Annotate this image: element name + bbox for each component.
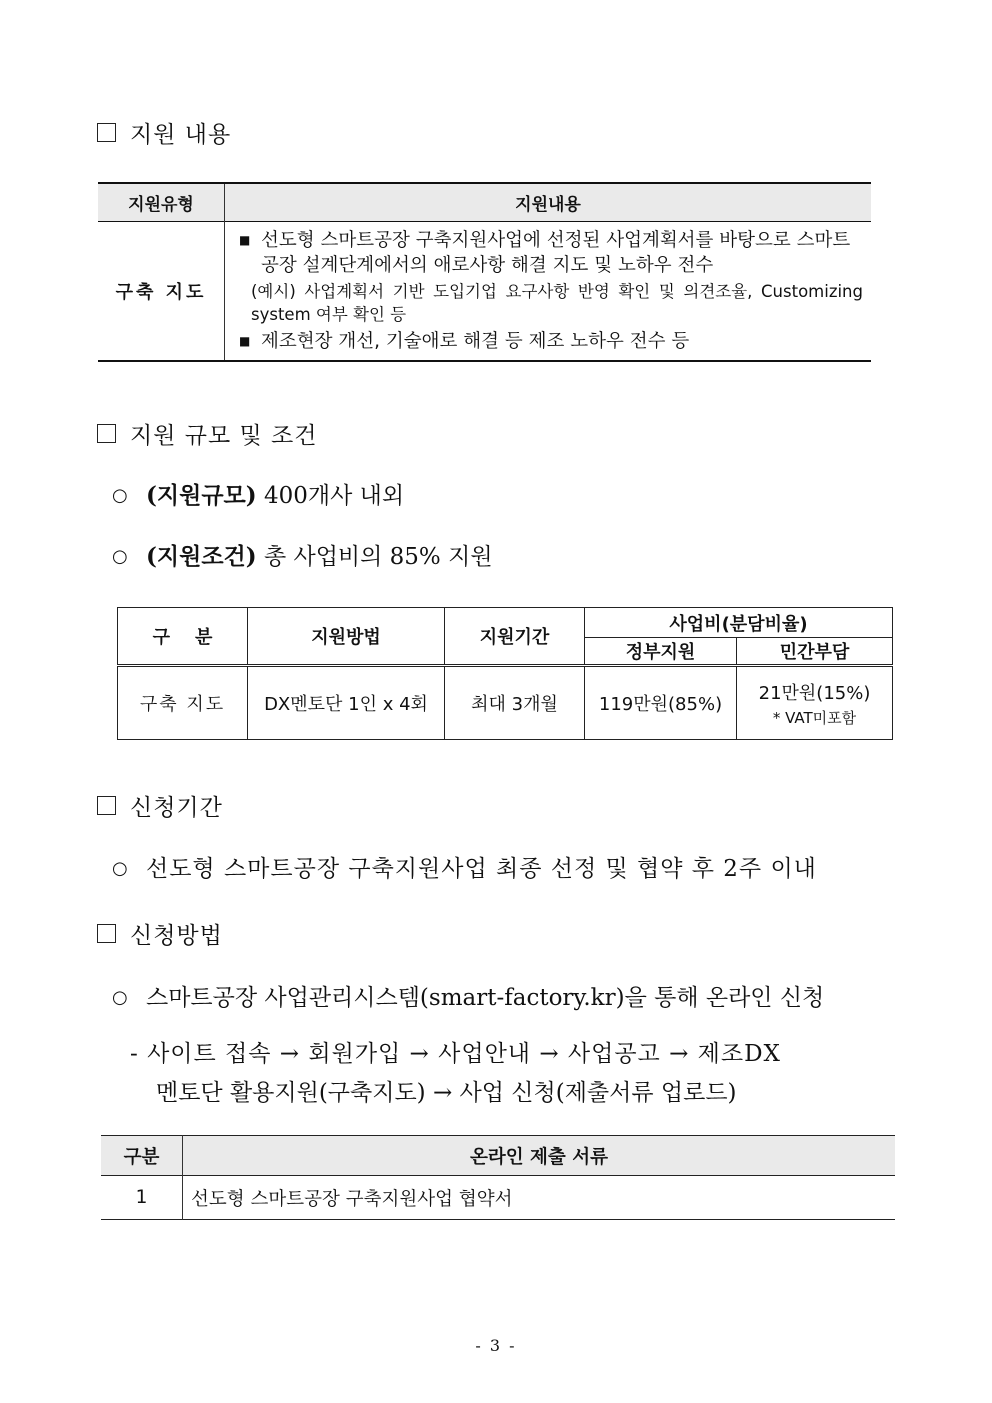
table-row (118, 666, 893, 740)
checkbox-square-icon (97, 123, 116, 142)
list-item: ■ 제조현장 개선, 기술애로 해결 등 제조 노하우 전수 등 (239, 330, 690, 352)
header-support-type: 지원유형 (98, 183, 225, 221)
header-documents: 온라인 제출 서류 (470, 1146, 608, 1168)
table-header-row (118, 608, 893, 638)
condition-line: ○ (지원조건) 총 사업비의 85% 지원 (112, 543, 493, 570)
cell-private: 21만원(15%) * VAT미포함 (737, 666, 893, 740)
method-steps-line-2: 멘토단 활용지원(구축지도) → 사업 신청(제출서류 업로드) (156, 1080, 737, 1106)
circle-bullet-icon: ○ (112, 987, 128, 1008)
section-heading-period: 신청기간 (97, 789, 223, 822)
square-bullet-icon: ■ (239, 333, 251, 348)
submission-docs-table (101, 1135, 895, 1220)
circle-bullet-icon: ○ (112, 858, 129, 879)
checkbox-square-icon (97, 924, 116, 943)
section-heading-method: 신청방법 (97, 917, 223, 950)
header-method: 지원방법 (248, 608, 445, 666)
example-note: (예시) 사업계획서 기반 도입기업 요구사항 반영 확인 및 의견조율, Customizing system 여부 확인 등 (251, 281, 863, 324)
header-category: 구 분 (118, 608, 248, 666)
cell-gov: 119만원(85%) (585, 666, 737, 740)
checkbox-square-icon (97, 796, 116, 815)
list-item: ■ 선도형 스마트공장 구축지원사업에 선정된 사업계획서를 바탕으로 스마트공장 설계단계에서의 애로사항 해결 지도 및 노하우 전수 (239, 229, 851, 276)
cell-document: 선도형 스마트공장 구축지원사업 협약서 (191, 1188, 513, 1210)
method-steps-line-1: - 사이트 접속 → 회원가입 → 사업안내 → 사업공고 → 제조DX (130, 1041, 781, 1067)
support-type-cell: 구축 지도 (98, 221, 225, 361)
section-heading-support-content: 지원 내용 (97, 116, 231, 149)
vat-note: * VAT미포함 (772, 708, 857, 727)
table-row (101, 1176, 895, 1220)
section-heading-scale: 지원 규모 및 조건 (97, 417, 317, 450)
square-bullet-icon: ■ (239, 232, 251, 247)
cost-table (117, 607, 893, 740)
checkbox-square-icon (97, 424, 116, 443)
circle-bullet-icon: ○ (112, 546, 128, 567)
table-header-row (98, 183, 871, 221)
header-number: 구분 (101, 1136, 183, 1176)
support-content-cell (225, 221, 872, 361)
table-row (98, 221, 871, 361)
support-content-table (98, 182, 871, 362)
method-line: ○ 스마트공장 사업관리시스템(smart-factory.kr)을 통해 온라인 신청 (112, 985, 825, 1011)
header-support-content: 지원내용 (515, 194, 581, 215)
header-gov-support: 정부지원 (585, 638, 737, 666)
table-header-row (101, 1136, 895, 1176)
header-period: 지원기간 (445, 608, 585, 666)
page-number: - 3 - (475, 1336, 517, 1355)
period-line: ○ 선도형 스마트공장 구축지원사업 최종 선정 및 협약 후 2주 이내 (112, 856, 817, 882)
cell-number: 1 (101, 1176, 183, 1220)
circle-bullet-icon: ○ (112, 485, 128, 506)
header-private-share: 민간부담 (737, 638, 893, 666)
scale-line: ○ (지원규모) 400개사 내외 (112, 482, 405, 509)
header-cost: 사업비(분담비율) (585, 608, 893, 638)
cell-category: 구축 지도 (118, 666, 248, 740)
cell-method: DX멘토단 1인 x 4회 (248, 666, 445, 740)
cell-period: 최대 3개월 (445, 666, 585, 740)
